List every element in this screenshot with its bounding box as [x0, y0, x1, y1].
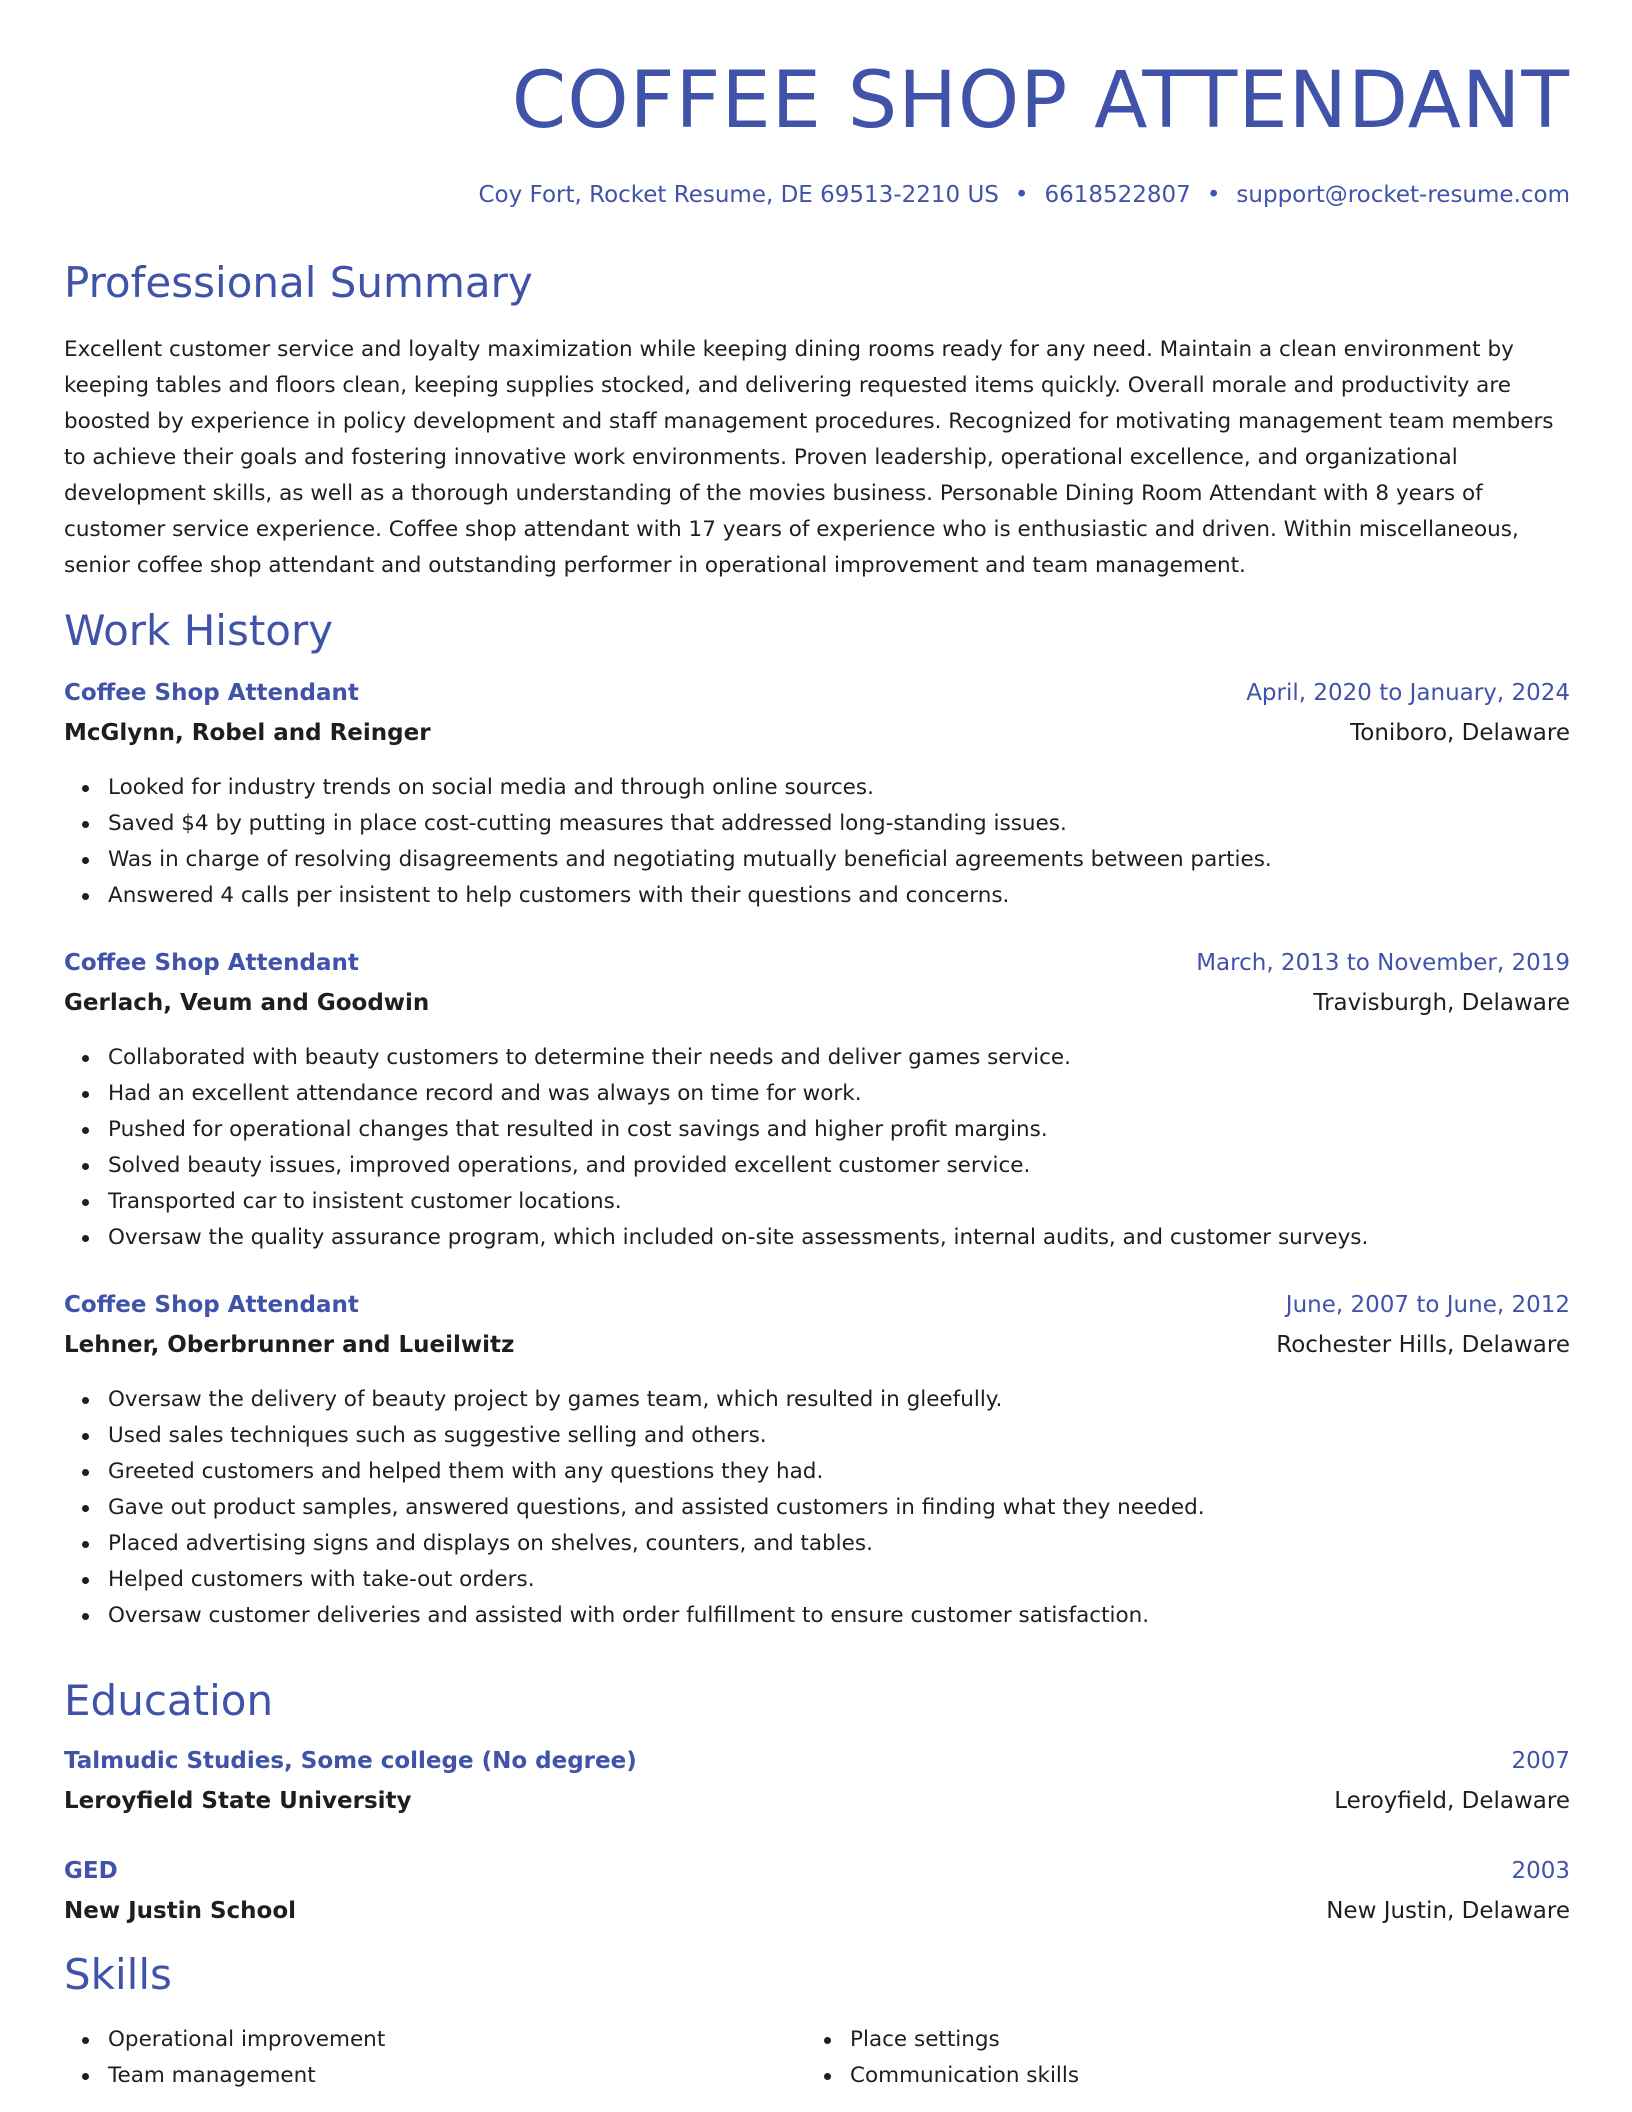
- job-header-row: [64, 1292, 1570, 1332]
- skills-column-left: [64, 2022, 385, 2094]
- job-bullets: [64, 770, 1570, 914]
- list-item: Greeted customers and helped them with any questions they had.: [108, 1454, 1570, 1490]
- job-dates: April, 2020 to January, 2024: [1246, 680, 1570, 706]
- resume-title: COFFEE SHOP ATTENDANT: [511, 56, 1570, 146]
- list-item: Saved $4 by putting in place cost-cutting measures that addressed long-standing issues.: [108, 806, 1570, 842]
- list-item: Gave out product samples, answered questions, and assisted customers in finding what they needed.: [108, 1490, 1570, 1526]
- education-header-row: [64, 1858, 1570, 1898]
- job-company: Lehner, Oberbrunner and Lueilwitz: [64, 1332, 515, 1358]
- address: Coy Fort, Rocket Resume, DE 69513-2210 US: [478, 182, 999, 208]
- separator: •: [1206, 182, 1221, 208]
- list-item: Looked for industry trends on social media and through online sources.: [108, 770, 1570, 806]
- job-entry: [64, 1292, 1570, 1634]
- education-entry: [64, 1748, 1570, 1828]
- list-item: Pushed for operational changes that resulted in cost savings and higher profit margins.: [108, 1112, 1570, 1148]
- separator: •: [1014, 182, 1029, 208]
- email-link[interactable]: support@rocket-resume.com: [1236, 182, 1570, 208]
- job-entry: [64, 680, 1570, 914]
- education-degree: GED: [64, 1858, 118, 1884]
- job-location: Rochester Hills, Delaware: [1276, 1332, 1570, 1358]
- list-item: Oversaw the delivery of beauty project by games team, which resulted in gleefully.: [108, 1382, 1570, 1418]
- job-company: McGlynn, Robel and Reinger: [64, 720, 431, 746]
- education-school: Leroyfield State University: [64, 1788, 412, 1814]
- list-item: Was in charge of resolving disagreements and negotiating mutually beneficial agreements between parties.: [108, 842, 1570, 878]
- education-entry: [64, 1858, 1570, 1938]
- education-school: New Justin School: [64, 1898, 297, 1924]
- education-school-row: [64, 1898, 1570, 1938]
- skills-column-right: [806, 2022, 1079, 2094]
- section-title-work: Work History: [64, 606, 334, 655]
- job-dates: March, 2013 to November, 2019: [1196, 950, 1570, 976]
- summary-text: Excellent customer service and loyalty maximization while keeping dining rooms ready for any need. Maintain a clean environment by keeping tables and floors clean, keeping supplies stocked, and delivering requested items quickly. Overall morale and productivity are boosted by experience in policy development and staff management procedures. Recognized for motivating management team members to achieve their goals and fostering innovative work environments. Proven leadership, operational excellence, and organizational development skills, as well as a thorough understanding of the movies business. Personable Dining Room Attendant with 8 years of customer service experience. Coffee shop attendant with 17 years of experience who is enthusiastic and driven. Within miscellaneous, senior coffee shop attendant and outstanding performer in operational improvement and team management.: [64, 337, 1554, 578]
- list-item: Helped customers with take-out orders.: [108, 1562, 1570, 1598]
- job-role: Coffee Shop Attendant: [64, 1292, 359, 1318]
- list-item: Used sales techniques such as suggestive selling and others.: [108, 1418, 1570, 1454]
- phone: 6618522807: [1044, 182, 1191, 208]
- job-bullets: [64, 1382, 1570, 1634]
- section-title-education: Education: [64, 1676, 274, 1725]
- job-location: Travisburgh, Delaware: [1313, 990, 1570, 1016]
- list-item: Operational improvement: [108, 2022, 385, 2058]
- job-header-row: [64, 680, 1570, 720]
- contact-line: [478, 182, 1570, 208]
- job-company-row: [64, 990, 1570, 1030]
- job-header-row: [64, 950, 1570, 990]
- education-year: 2003: [1511, 1858, 1570, 1884]
- job-entry: [64, 950, 1570, 1256]
- list-item: Communication skills: [850, 2058, 1079, 2094]
- list-item: Had an excellent attendance record and was always on time for work.: [108, 1076, 1570, 1112]
- job-dates: June, 2007 to June, 2012: [1285, 1292, 1570, 1318]
- section-title-summary: Professional Summary: [64, 258, 533, 307]
- job-bullets: [64, 1040, 1570, 1256]
- education-location: Leroyfield, Delaware: [1334, 1788, 1570, 1814]
- job-location: Toniboro, Delaware: [1350, 720, 1570, 746]
- education-degree: Talmudic Studies, Some college (No degree): [64, 1748, 637, 1774]
- job-role: Coffee Shop Attendant: [64, 950, 359, 976]
- list-item: Answered 4 calls per insistent to help customers with their questions and concerns.: [108, 878, 1570, 914]
- job-company-row: [64, 720, 1570, 760]
- list-item: Place settings: [850, 2022, 1079, 2058]
- job-role: Coffee Shop Attendant: [64, 680, 359, 706]
- education-location: New Justin, Delaware: [1326, 1898, 1570, 1924]
- list-item: Placed advertising signs and displays on shelves, counters, and tables.: [108, 1526, 1570, 1562]
- job-company: Gerlach, Veum and Goodwin: [64, 990, 430, 1016]
- list-item: Oversaw the quality assurance program, which included on-site assessments, internal audits, and customer surveys.: [108, 1220, 1570, 1256]
- job-company-row: [64, 1332, 1570, 1372]
- section-title-skills: Skills: [64, 1950, 172, 1999]
- education-year: 2007: [1511, 1748, 1570, 1774]
- list-item: Team management: [108, 2058, 385, 2094]
- education-header-row: [64, 1748, 1570, 1788]
- list-item: Transported car to insistent customer locations.: [108, 1184, 1570, 1220]
- list-item: Oversaw customer deliveries and assisted with order fulfillment to ensure customer satisfaction.: [108, 1598, 1570, 1634]
- list-item: Solved beauty issues, improved operations, and provided excellent customer service.: [108, 1148, 1570, 1184]
- education-school-row: [64, 1788, 1570, 1828]
- list-item: Collaborated with beauty customers to determine their needs and deliver games service.: [108, 1040, 1570, 1076]
